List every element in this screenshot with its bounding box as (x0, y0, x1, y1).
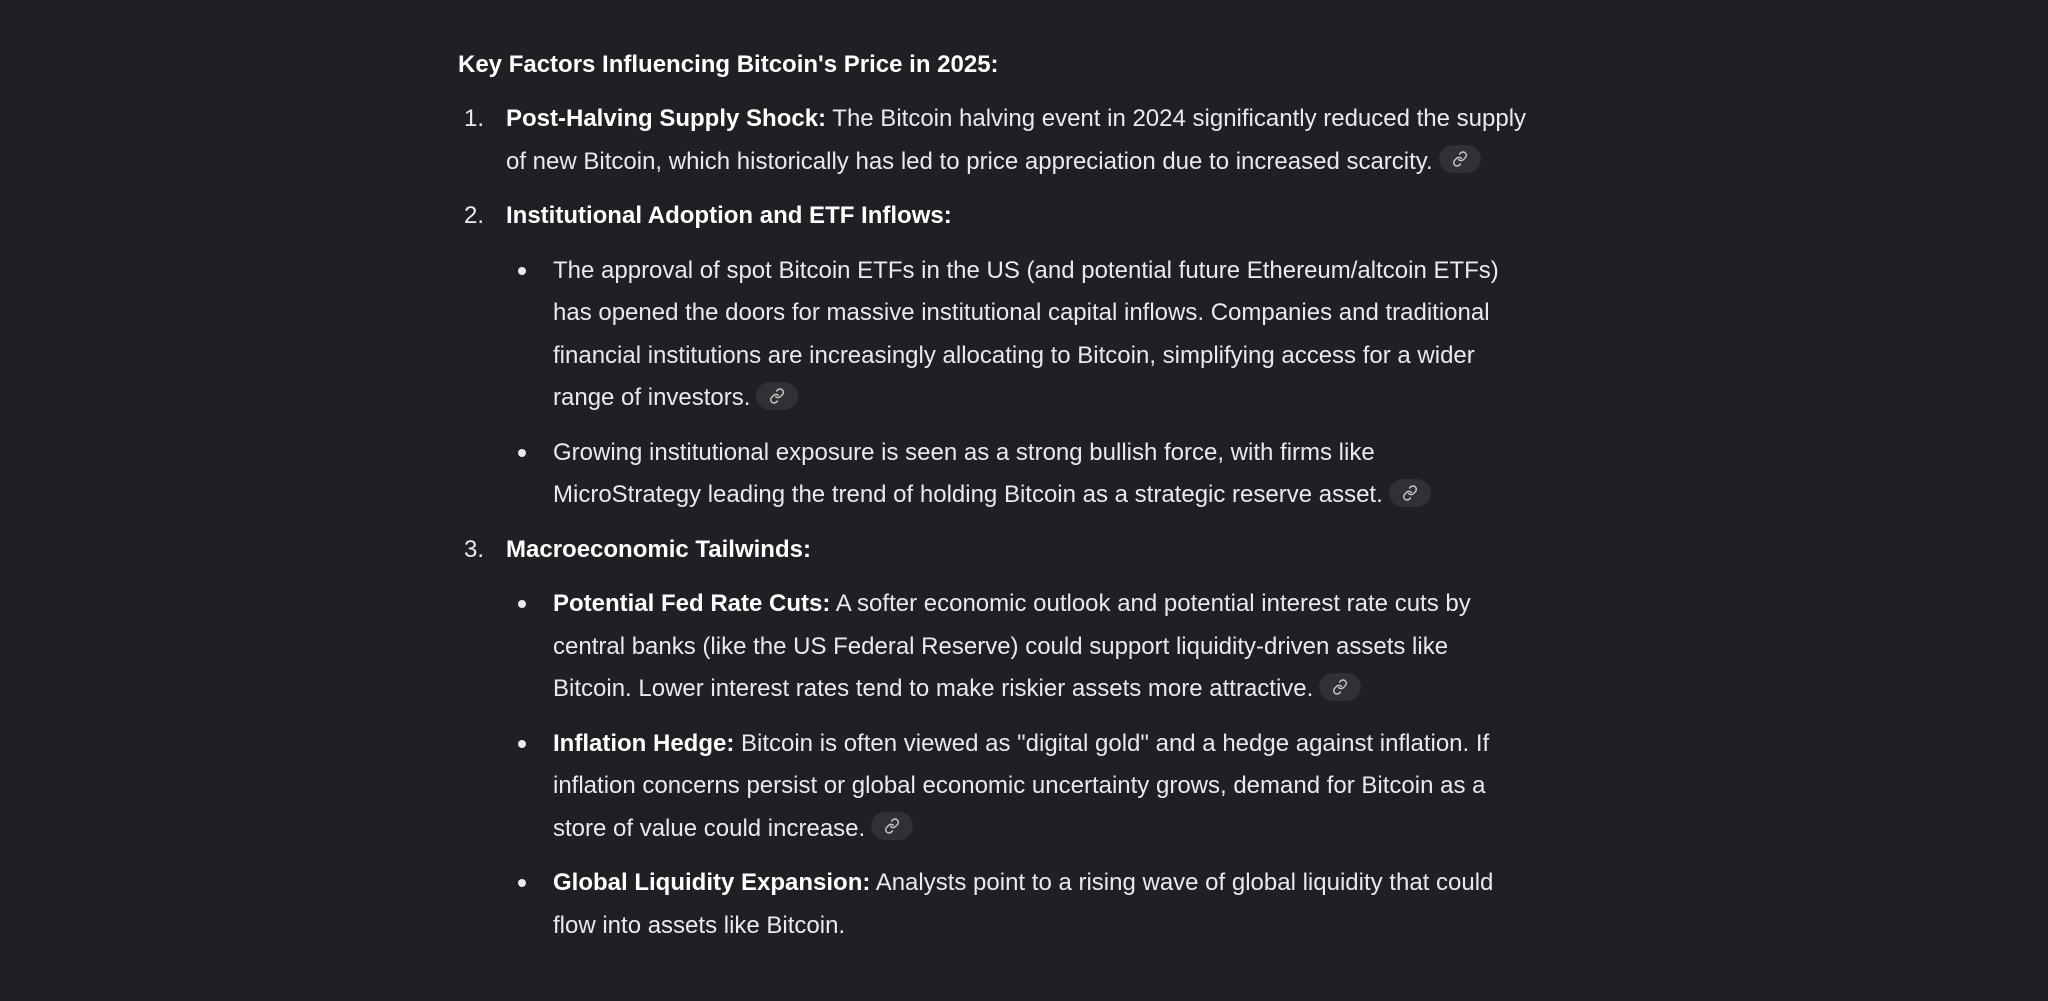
list-item-macroeconomic (458, 529, 1528, 948)
source-link-button[interactable] (871, 812, 913, 840)
bullet-text: The approval of spot Bitcoin ETFs in the US (and potential future Ethereum/altcoin ETFs) has opened the doors for massive institutional capital inflows. Companies and traditional financial institutions are increasingly allocating to Bitcoin, simplifying access for a wider range of investors. (553, 256, 1499, 411)
bullet-item (506, 432, 1528, 517)
list-item-institutional-adoption (458, 195, 1528, 517)
bullet-item (506, 723, 1528, 851)
list-number: 1. (464, 105, 485, 132)
bullet-dot (518, 449, 526, 457)
bullet-title: Global Liquidity Expansion: (553, 869, 871, 896)
factor-title: Institutional Adoption and ETF Inflows: (506, 202, 952, 229)
factor-text: The Bitcoin halving event in 2024 significantly reduced the supply of new Bitcoin, which historically has led to price appreciation due to increased scarcity. (506, 105, 1527, 175)
bullet-title: Potential Fed Rate Cuts: (553, 590, 831, 617)
bullet-dot (518, 267, 526, 275)
sub-list (506, 583, 1528, 947)
source-link-button[interactable] (1439, 145, 1481, 173)
list-item-post-halving (458, 98, 1528, 183)
list-number: 2. (464, 202, 485, 229)
bullet-text: A softer economic outlook and potential interest rate cuts by central banks (like the US Federal Reserve) could support liquidity-driven assets like Bitcoin. Lower interest rates tend to make riskier assets more attractive. (553, 590, 1471, 702)
bullet-text: Analysts point to a rising wave of global liquidity that could flow into assets like Bitcoin. (553, 869, 1494, 939)
bullet-text: Bitcoin is often viewed as "digital gold" and a hedge against inflation. If inflation concerns persist or global economic uncertainty grows, demand for Bitcoin as a store of value could increase. (553, 729, 1490, 842)
link-icon (1452, 151, 1468, 167)
bullet-dot (518, 600, 526, 608)
bullet-dot (518, 879, 526, 887)
source-link-button[interactable] (1389, 479, 1431, 507)
factors-list (458, 98, 1528, 947)
bullet-title: Inflation Hedge: (553, 729, 735, 757)
factor-title: Post-Halving Supply Shock: (506, 105, 827, 132)
link-icon (769, 388, 785, 404)
link-icon (884, 818, 900, 834)
list-number: 3. (464, 535, 485, 563)
factor-title: Macroeconomic Tailwinds: (506, 535, 811, 563)
source-link-button[interactable] (1319, 673, 1361, 701)
bullet-text: Growing institutional exposure is seen as a strong bullish force, with firms like MicroStrategy leading the trend of holding Bitcoin as a strategic reserve asset. (553, 438, 1383, 508)
source-link-button[interactable] (756, 382, 798, 410)
bullet-item (506, 250, 1528, 420)
link-icon (1332, 679, 1348, 695)
bullet-item (506, 583, 1528, 711)
link-icon (1402, 485, 1418, 501)
section-heading: Key Factors Influencing Bitcoin's Price in 2025: (458, 51, 999, 78)
response-content (458, 44, 1528, 959)
sub-list (506, 250, 1528, 517)
bullet-item (506, 862, 1528, 947)
bullet-dot (518, 740, 526, 748)
